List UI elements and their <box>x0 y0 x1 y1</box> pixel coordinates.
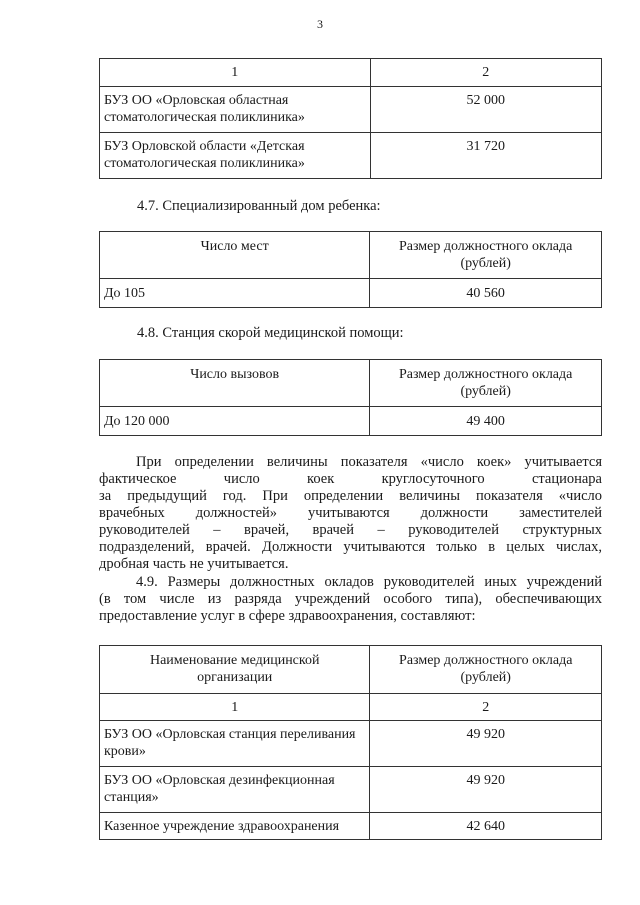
column-number: 2 <box>370 694 602 721</box>
text-line: за предыдущий год. При определении величины показателя «число <box>99 488 602 504</box>
table-header-row <box>100 59 602 87</box>
table-row <box>100 87 602 133</box>
section-heading: 4.7. Специализированный дом ребенка: <box>137 198 381 214</box>
salary-value: 31 720 <box>370 133 601 179</box>
page-number: 3 <box>317 17 323 31</box>
table-row <box>100 767 602 813</box>
table-subheader-row <box>100 694 602 721</box>
capacity-value: До 105 <box>100 279 370 308</box>
salary-value: 52 000 <box>370 87 601 133</box>
table-row <box>100 133 602 179</box>
text-line: 4.9. Размеры должностных окладов руководителей иных учреждений <box>136 574 602 590</box>
table-row <box>100 721 602 767</box>
table-ambulance <box>99 359 602 436</box>
organization-name: БУЗ ОО «Орловская дезинфекционная станция» <box>100 767 370 813</box>
column-header: Число мест <box>100 232 370 279</box>
text-line: подразделений, врачей. Должности учитываются только в целых числах, <box>99 539 602 555</box>
column-header: Размер должностного оклада (рублей) <box>370 646 602 694</box>
table-stomatology <box>99 58 602 179</box>
column-header: 2 <box>370 59 601 87</box>
salary-value: 49 920 <box>370 721 602 767</box>
column-header: Размер должностного оклада (рублей) <box>370 360 602 407</box>
salary-value: 49 920 <box>370 767 602 813</box>
salary-value: 40 560 <box>370 279 602 308</box>
organization-name: БУЗ ОО «Орловская областная стоматологическая поликлиника» <box>100 87 371 133</box>
table-childrens-home <box>99 231 602 308</box>
table-row <box>100 279 602 308</box>
text-line: руководителей – врачей, врачей – руководителей структурных <box>99 522 602 538</box>
column-header: Размер должностного оклада (рублей) <box>370 232 602 279</box>
text-line: При определении величины показателя «число коек» учитывается <box>136 454 602 470</box>
calls-value: До 120 000 <box>100 407 370 436</box>
table-row <box>100 407 602 436</box>
column-header: Число вызовов <box>100 360 370 407</box>
column-number: 1 <box>100 694 370 721</box>
organization-name: Казенное учреждение здравоохранения <box>100 813 370 840</box>
text-line: (в том числе из разряда учреждений особого типа), обеспечивающих <box>99 591 602 607</box>
salary-value: 42 640 <box>370 813 602 840</box>
salary-value: 49 400 <box>370 407 602 436</box>
column-header: 1 <box>100 59 371 87</box>
table-other-institutions <box>99 645 602 840</box>
text-line: дробная часть не учитывается. <box>99 556 289 572</box>
table-header-row <box>100 360 602 407</box>
organization-name: БУЗ Орловской области «Детская стоматологическая поликлиника» <box>100 133 371 179</box>
table-row <box>100 813 602 840</box>
text-line: врачебных должностей» учитываются должности заместителей <box>99 505 602 521</box>
column-header: Наименование медицинской организации <box>100 646 370 694</box>
section-heading: 4.8. Станция скорой медицинской помощи: <box>137 325 404 341</box>
table-header-row <box>100 232 602 279</box>
table-header-row <box>100 646 602 694</box>
text-line: предоставление услуг в сфере здравоохранения, составляют: <box>99 608 476 624</box>
text-line: фактическое число коек круглосуточного стационара <box>99 471 602 487</box>
organization-name: БУЗ ОО «Орловская станция переливания крови» <box>100 721 370 767</box>
